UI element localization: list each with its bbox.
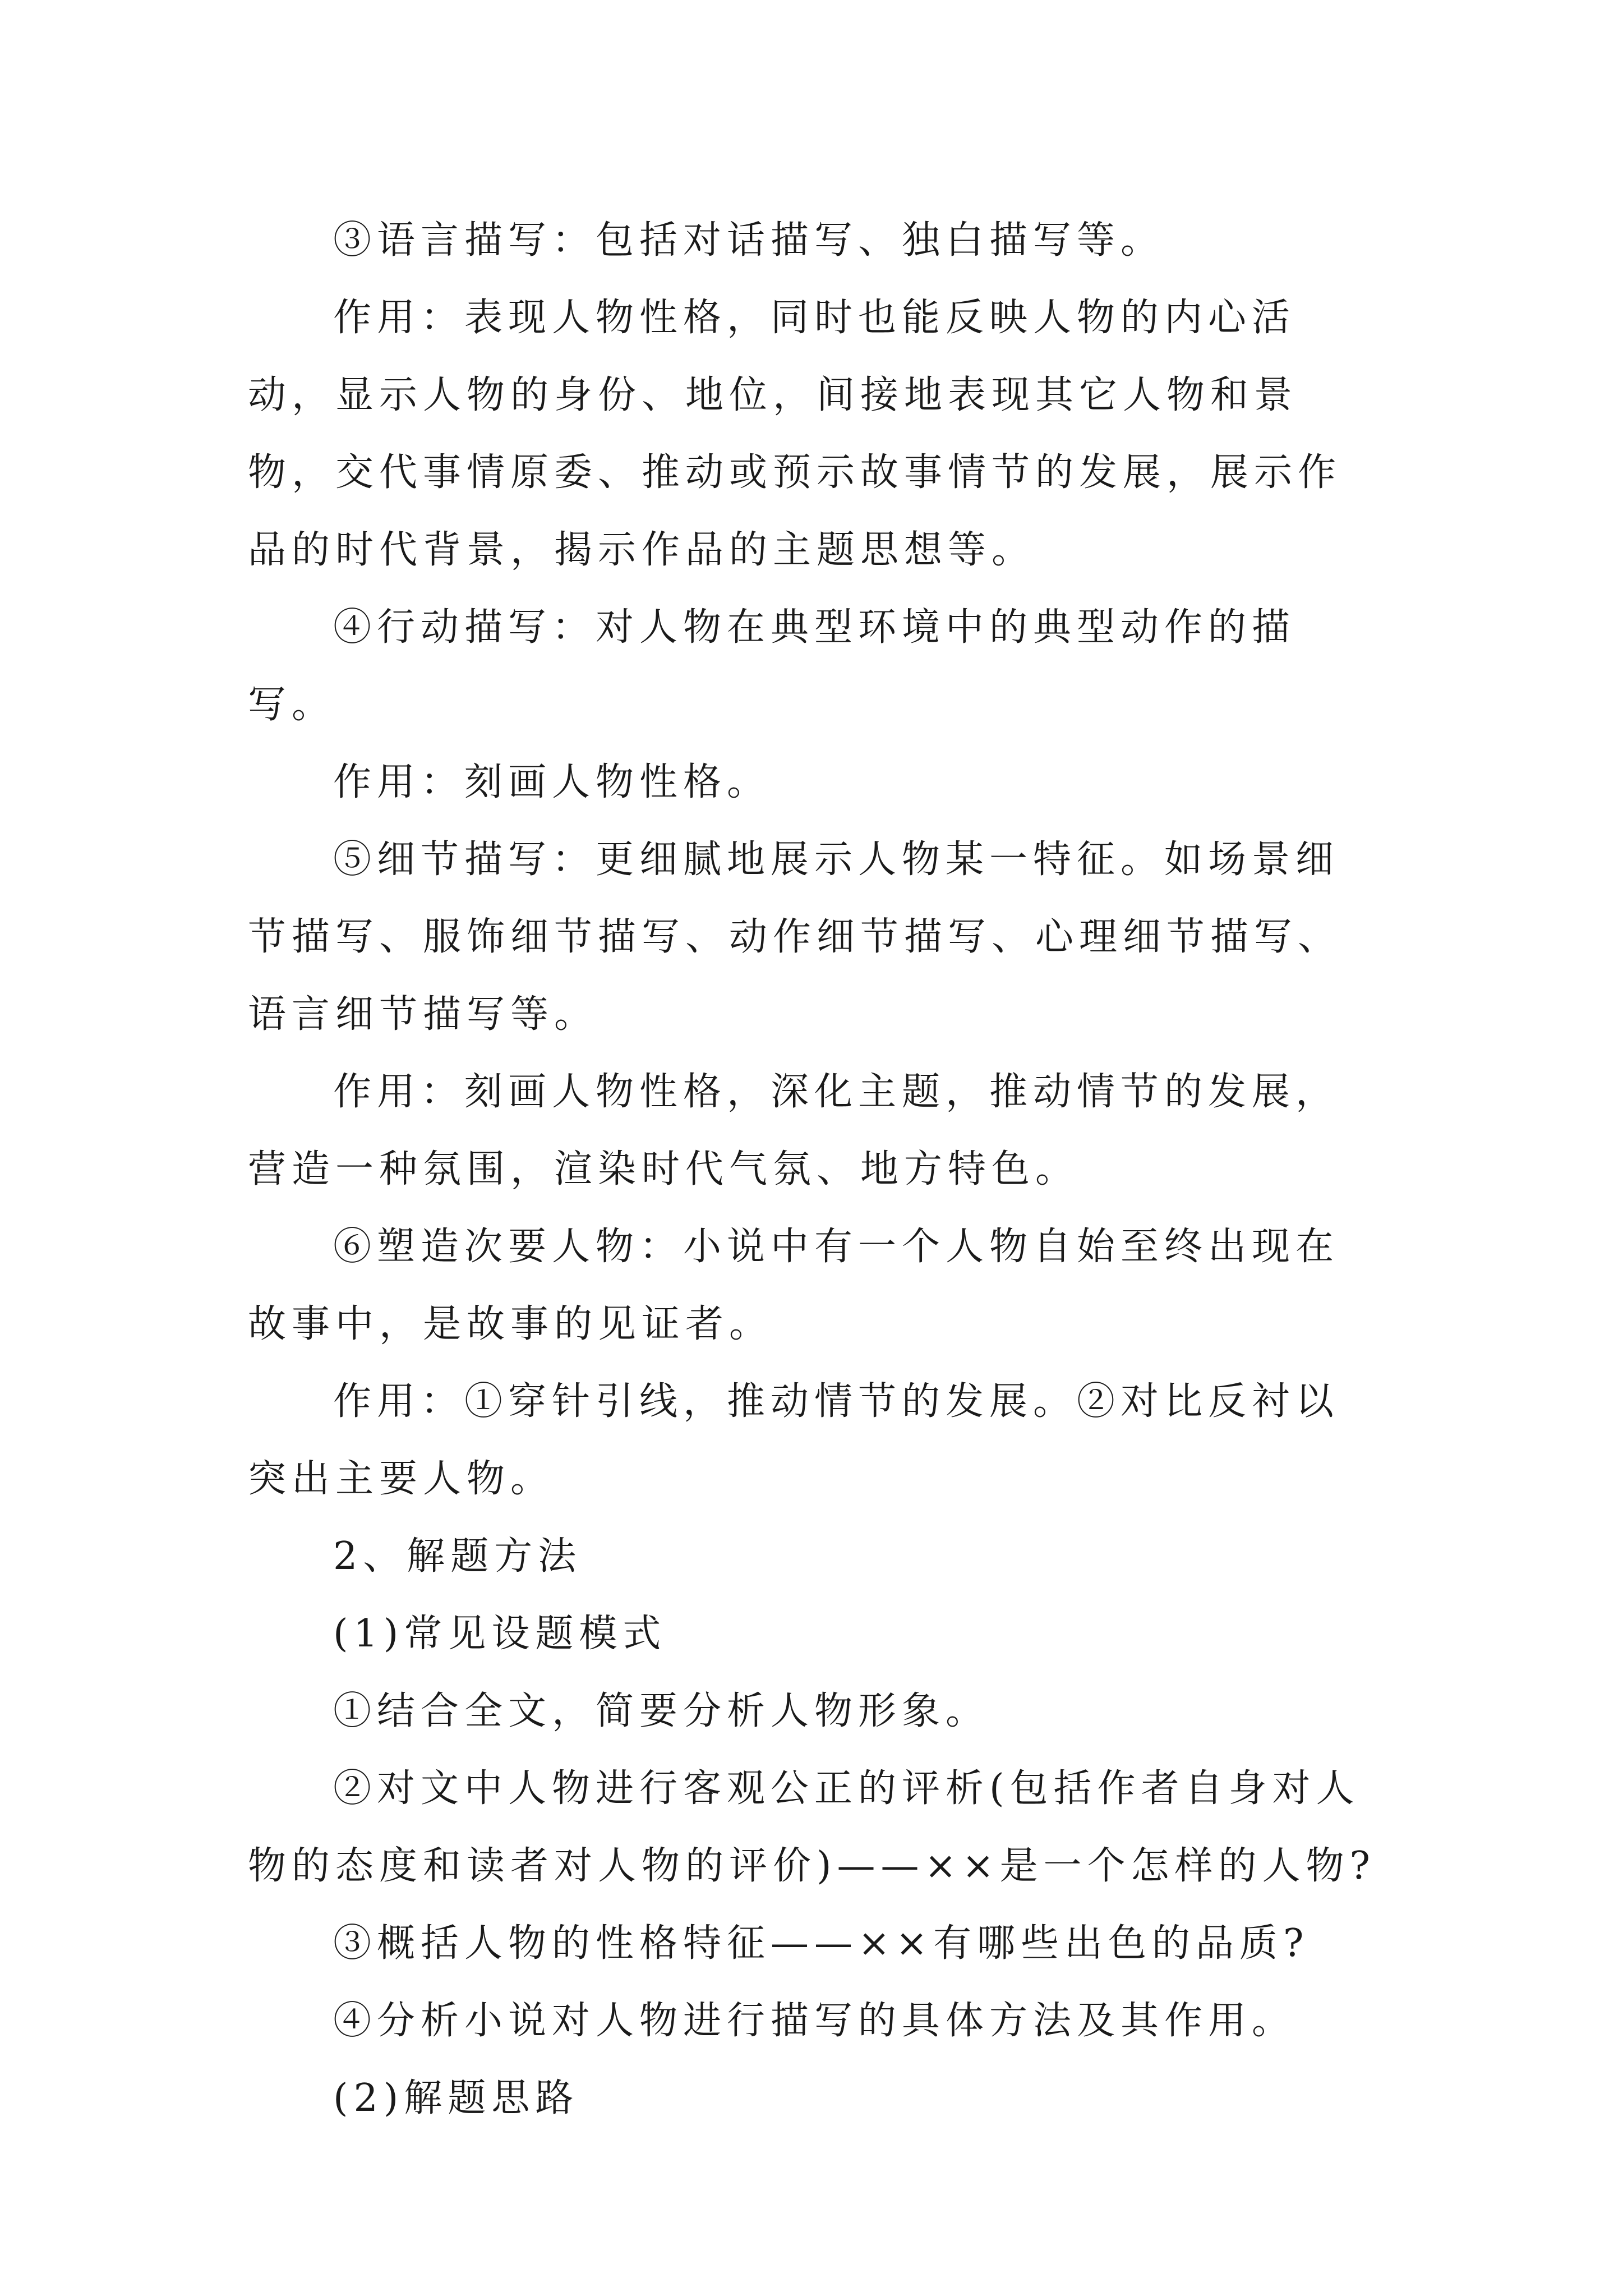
paragraph-language-function: 作用：表现人物性格，同时也能反映人物的内心活动，显示人物的身份、地位，间接地表现其它人物和景物，交代事情原委、推动或预示故事情节的发展，展示作品的时代背景，揭示作品的主题思想等。	[248, 296, 1342, 572]
section-heading-methods: 2、解题方法	[333, 1534, 582, 1579]
document-body	[248, 202, 1381, 2137]
paragraph-minor-character-function: 作用：①穿针引线，推动情节的发展。②对比反衬以突出主要人物。	[248, 1379, 1340, 1501]
paragraph-action-description: ④行动描写：对人物在典型环境中的典型动作的描写。	[248, 605, 1296, 727]
subheading-solution-approach: (2)解题思路	[333, 2076, 579, 2120]
list-item-pattern-4: ④分析小说对人物进行描写的具体方法及其作用。	[333, 1999, 1296, 2043]
paragraph-detail-function: 作用：刻画人物性格，深化主题，推动情节的发展，营造一种氛围，渲染时代气氛、地方特色。	[248, 1070, 1340, 1191]
list-item-pattern-3: ③概括人物的性格特征——××有哪些出色的品质?	[333, 1921, 1310, 1966]
list-item-pattern-2: ②对文中人物进行客观公正的评析(包括作者自身对人物的态度和读者对人物的评价)——××是一个怎样的人物?	[248, 1766, 1376, 1888]
subheading-question-patterns: (1)常见设题模式	[333, 1612, 667, 1656]
paragraph-minor-character: ⑥塑造次要人物：小说中有一个人物自始至终出现在故事中，是故事的见证者。	[248, 1225, 1340, 1346]
paragraph-action-function: 作用：刻画人物性格。	[333, 760, 771, 804]
paragraph-detail-description: ⑤细节描写：更细腻地展示人物某一特征。如场景细节描写、服饰细节描写、动作细节描写、心理细节描写、语言细节描写等。	[248, 838, 1342, 1037]
paragraph-language-description: ③语言描写：包括对话描写、独白描写等。	[333, 218, 1165, 263]
list-item-pattern-1: ①结合全文，简要分析人物形象。	[333, 1689, 990, 1733]
